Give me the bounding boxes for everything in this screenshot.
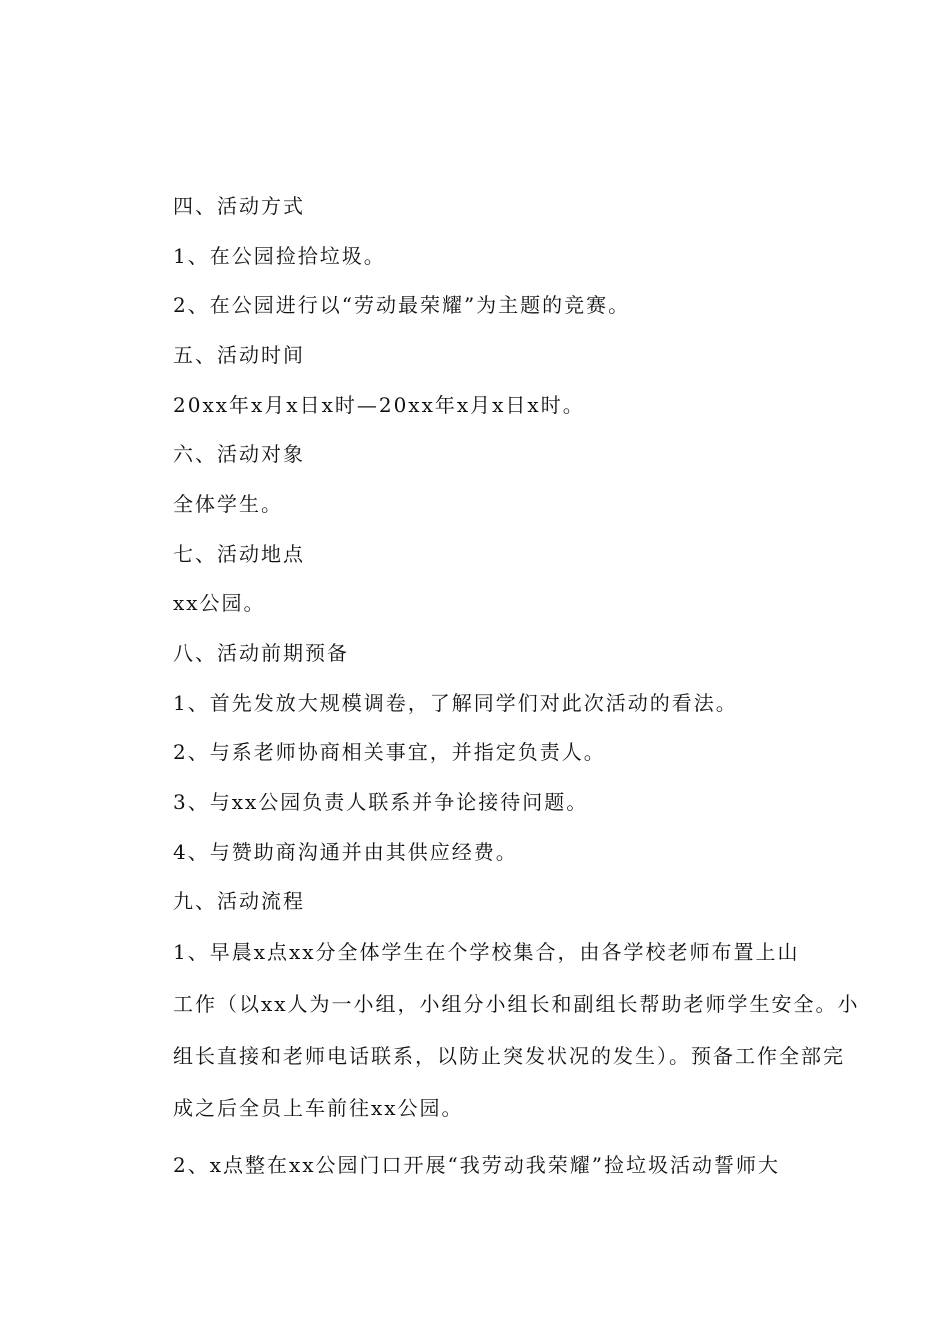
section-heading-activity-location: 七、活动地点 (173, 542, 305, 566)
activity-target-text: 全体学生。 (173, 492, 283, 516)
paragraph-line: 1、早晨x点xx分全体学生在个学校集合，由各学校老师布置上山 (173, 940, 800, 964)
section-heading-activity-method: 四、活动方式 (173, 194, 305, 218)
flow-item-2-paragraph (173, 1139, 831, 1191)
section-heading-activity-flow: 九、活动流程 (173, 889, 305, 913)
list-item: 2、与系老师协商相关事宜，并指定负责人。 (173, 740, 606, 764)
paragraph-line: 2、x点整在xx公园门口开展“我劳动我荣耀”捡垃圾活动誓师大 (173, 1153, 781, 1177)
paragraph-line: 工作（以xx人为一小组，小组分小组长和副组长帮助老师学生安全。小 (173, 992, 860, 1016)
activity-time-text: 20xx年x月x日x时—20xx年x月x日x时。 (173, 393, 585, 417)
section-heading-activity-time: 五、活动时间 (173, 343, 305, 367)
section-heading-preparation: 八、活动前期预备 (173, 641, 349, 665)
list-item: 3、与xx公园负责人联系并争论接待问题。 (173, 790, 589, 814)
paragraph-line: 组长直接和老师电话联系，以防止突发状况的发生）。预备工作全部完 (173, 1044, 845, 1068)
list-item: 4、与赞助商沟通并由其供应经费。 (173, 840, 518, 864)
activity-location-text: xx公园。 (173, 591, 266, 615)
paragraph-line: 成之后全员上车前往xx公园。 (173, 1096, 464, 1120)
section-heading-activity-target: 六、活动对象 (173, 442, 305, 466)
list-item: 2、在公园进行以“劳动最荣耀”为主题的竞赛。 (173, 293, 631, 317)
list-item: 1、在公园捡拾垃圾。 (173, 244, 386, 268)
list-item: 1、首先发放大规模调卷，了解同学们对此次活动的看法。 (173, 691, 738, 715)
flow-item-1-paragraph (173, 926, 860, 1134)
